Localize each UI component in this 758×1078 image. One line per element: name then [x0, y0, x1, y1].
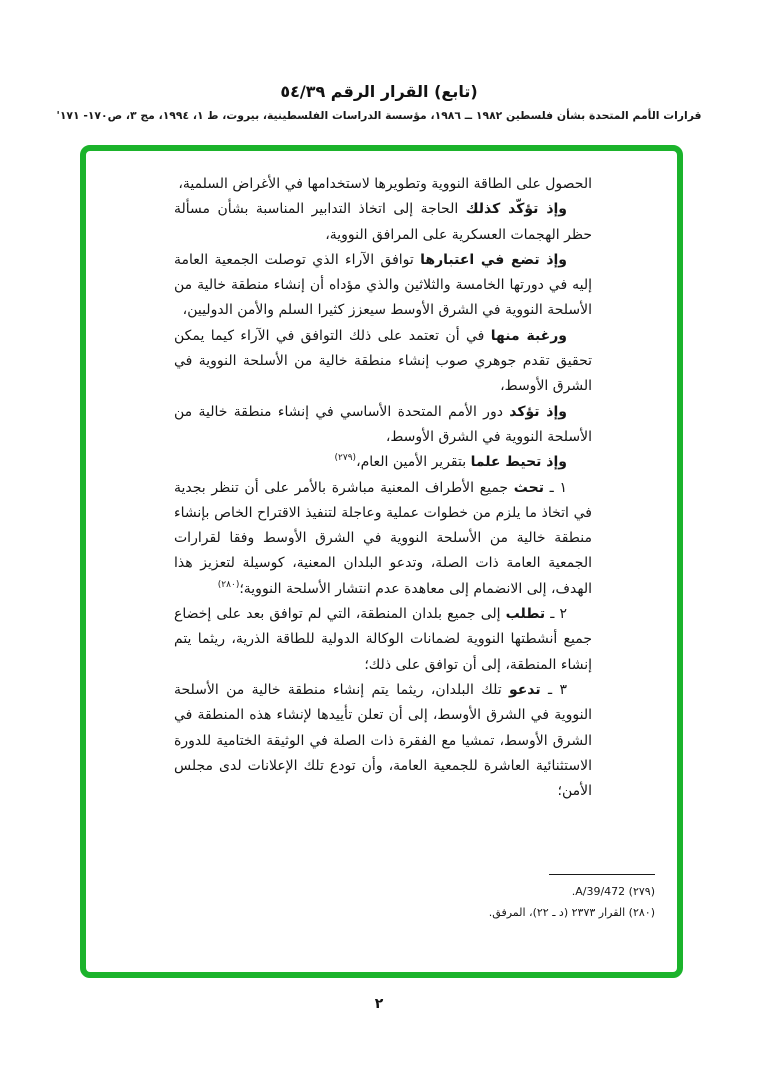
source-citation-line: قرارات الأمم المتحدة بشأن فلسطين ١٩٨٢ ــ ١٩٨٦، مؤسسة الدراسات الفلسطينية، بيروت، ط ١، ١٩٩٤، مج ٣، ص١٧٠- ١٧١' — [56, 109, 702, 122]
paragraph: ٢ ـ تطلب إلى جميع بلدان المنطقة، التي لم توافق بعد على إخضاع جميع أنشطتها النووية لضمانات الوكالة الدولية للطاقة الذرية، ريثما يتم إنشاء المنطقة، إلى أن توافق على ذلك؛ — [174, 606, 592, 673]
footnote-reference: (٢٨٠) — [217, 579, 240, 590]
footnotes-block — [415, 874, 655, 923]
page-title: (تابع) القرار الرقم ٥٤/٣٩ — [280, 82, 478, 101]
page-number: ٢ — [374, 996, 384, 1012]
body-paragraphs — [174, 172, 592, 804]
paragraph: وإذ تؤكد دور الأمم المتحدة الأساسي في إنشاء منطقة خالية من الأسلحة النووية في الشرق الأوسط، — [174, 403, 592, 445]
footnote-text: A/39/472. — [571, 885, 629, 898]
footnote — [415, 881, 655, 902]
paragraph: الحصول على الطاقة النووية وتطويرها لاستخدامها في الأغراض السلمية، — [178, 176, 592, 192]
footnote-marker: (٢٨٠) — [628, 906, 655, 919]
footnote-text: القرار ٢٣٧٣ (د ـ ٢٢)، المرفق. — [488, 906, 629, 919]
paragraph: ٣ ـ تدعو تلك البلدان، ريثما يتم إنشاء منطقة خالية من الأسلحة النووية في الشرق الأوسط، إلى أن تعلن تأييدها لإنشاء هذه المنطقة في الشرق الأوسط، تمشيا مع الفقرة ذات الصلة في الوثيقة الختامية للدورة الاستثنائية العاشرة للجمعية العامة، وأن تودع تلك الإعلانات لدى مجلس الأمن؛ — [174, 681, 592, 800]
paragraph: وإذ تؤكّد كذلك الحاجة إلى اتخاذ التدابير المناسبة بشأن مسألة حظر الهجمات العسكرية على المرافق النووية، — [174, 201, 592, 243]
footnote-reference: (٢٧٩) — [334, 453, 357, 464]
paragraph: ورغبة منها في أن تعتمد على ذلك التوافق في الآراء كيما يمكن تحقيق تقدم جوهري صوب إنشاء منطقة خالية من الأسلحة النووية في الشرق الأوسط، — [174, 327, 592, 395]
footnote-divider — [549, 874, 655, 875]
footnote-marker: (٢٧٩) — [628, 885, 655, 898]
footnote-list — [415, 881, 655, 923]
footnote — [415, 902, 655, 923]
paragraph: ١ ـ تحث جميع الأطراف المعنية مباشرة بالأمر على أن تنظر بجدية في اتخاذ ما يلزم من خطوات عملية وعاجلة لتنفيذ الاقتراح الخاص بإنشاء منطقة خالية من الأسلحة النووية في الشرق الأوسط وفقا لقرارات الجمعية العامة ذات الصلة، وتدعو البلدان المعنية، كوسيلة لتعزيز هذا الهدف، إلى الانضمام إلى معاهدة عدم انتشار الأسلحة النووية؛$^{(٢٨٠)}$ — [174, 479, 592, 597]
paragraph: وإذ تضع في اعتبارها توافق الآراء الذي توصلت الجمعية العامة إليه في دورتها الخامسة والثلاثين والذي مؤداه أن إنشاء منطقة خالية من الأسلحة النووية في الشرق الأوسط سيعزز كثيرا السلم والأمن الدوليين، — [174, 251, 592, 319]
paragraph: وإذ تحيط علما بتقرير الأمين العام،$^{(٢٧٩)}$ — [334, 453, 567, 471]
